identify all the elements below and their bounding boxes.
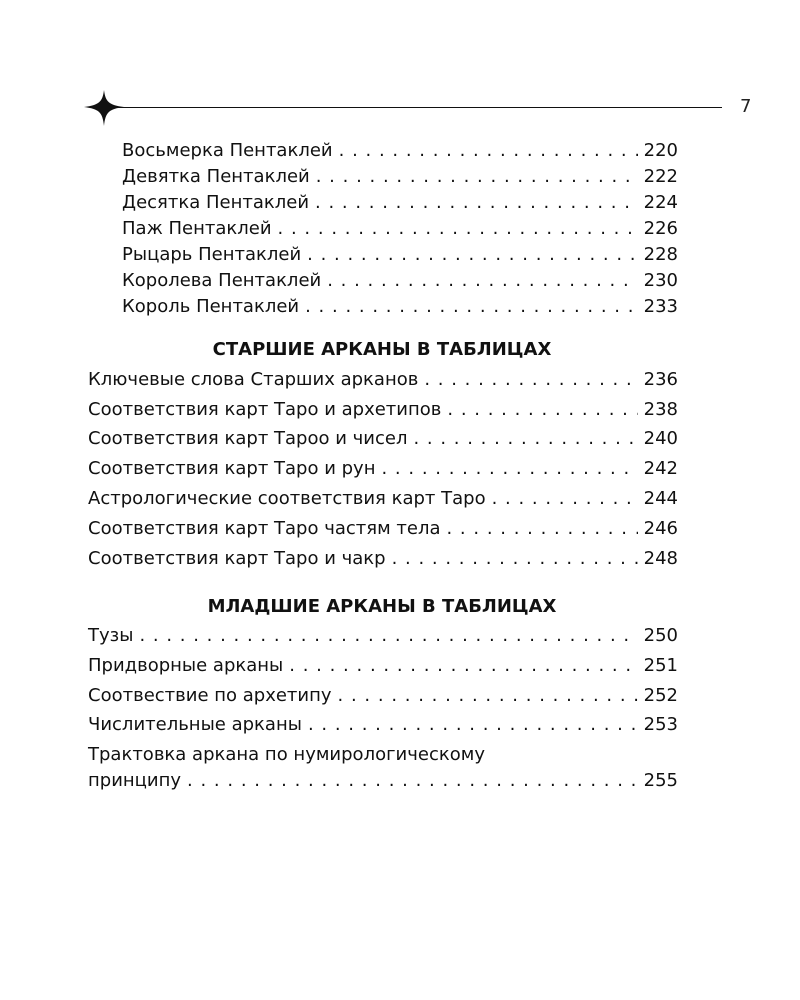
toc-entry[interactable] [88,399,678,420]
dot-leader [424,369,637,390]
toc-entry[interactable] [122,244,678,265]
toc-entry[interactable] [88,714,678,735]
entry-title-line1[interactable]: Трактовка аркана по нумирологическому [88,744,485,765]
dot-leader [413,428,637,449]
entry-page: 248 [643,548,678,569]
dot-leader [307,244,637,265]
entry-page: 252 [643,685,678,706]
entry-page: 236 [643,369,678,390]
entry-title: Девятка Пентаклей [122,166,310,187]
toc-entry[interactable] [88,625,678,646]
entry-title: Астрологические соответствия карт Таро [88,488,486,509]
entry-page: 244 [643,488,678,509]
entry-page: 224 [643,192,678,213]
dot-leader [289,655,637,676]
toc-entry[interactable] [88,685,678,706]
entry-page: 240 [643,428,678,449]
entry-page: 220 [643,140,678,161]
entry-title: Соответствия карт Таро и рун [88,458,376,479]
dot-leader [338,685,638,706]
entry-title: Ключевые слова Старших арканов [88,369,419,390]
entry-page: 242 [643,458,678,479]
entry-page: 228 [643,244,678,265]
dot-leader [446,518,637,539]
dot-leader [278,218,638,239]
dot-leader [139,625,637,646]
dot-leader [381,458,637,479]
page-header [82,88,752,128]
entry-title: Соответствия карт Тароо и чисел [88,428,408,449]
dot-leader [305,296,638,317]
page-number: 7 [740,96,752,117]
dot-leader [315,192,638,213]
toc-entry[interactable] [122,218,678,239]
toc-entry[interactable] [88,770,678,791]
toc-entry[interactable] [88,369,678,390]
dot-leader [327,270,637,291]
entry-page: 253 [643,714,678,735]
four-point-star-icon [82,88,126,128]
entry-title: Соответствия карт Таро частям тела [88,518,441,539]
section-heading: СТАРШИЕ АРКАНЫ В ТАБЛИЦАХ [212,339,552,360]
toc-entry[interactable] [122,140,678,161]
dot-leader [187,770,638,791]
toc-entry[interactable] [122,270,678,291]
toc-entry[interactable] [122,166,678,187]
entry-page: 246 [643,518,678,539]
section-heading: МЛАДШИЕ АРКАНЫ В ТАБЛИЦАХ [207,596,557,617]
entry-page: 250 [643,625,678,646]
dot-leader [447,399,637,420]
entry-title: Тузы [88,625,134,646]
entry-title: Соответствия карт Таро и чакр [88,548,386,569]
entry-title: Числительные арканы [88,714,302,735]
toc-entry[interactable] [88,428,678,449]
dot-leader [492,488,638,509]
dot-leader [316,166,638,187]
toc-entry[interactable] [88,458,678,479]
entry-page: 226 [643,218,678,239]
entry-page: 233 [643,296,678,317]
toc-entry[interactable] [88,518,678,539]
entry-title: Десятка Пентаклей [122,192,310,213]
entry-title: Восьмерка Пентаклей [122,140,333,161]
entry-title: Королева Пентаклей [122,270,322,291]
toc-entry[interactable] [88,548,678,569]
entry-page: 251 [643,655,678,676]
dot-leader [339,140,638,161]
entry-page: 255 [643,770,678,791]
toc-entry[interactable] [88,488,678,509]
dot-leader [308,714,638,735]
toc-entry[interactable] [88,655,678,676]
entry-title: Рыцарь Пентаклей [122,244,302,265]
entry-page: 222 [643,166,678,187]
entry-title: Соотвествие по архетипу [88,685,332,706]
toc-entry[interactable] [122,296,678,317]
entry-title: Соответствия карт Таро и архетипов [88,399,442,420]
dot-leader [392,548,638,569]
entry-title-line2: принципу [88,770,182,791]
entry-page: 238 [643,399,678,420]
entry-title: Паж Пентаклей [122,218,272,239]
entry-title: Придворные арканы [88,655,284,676]
entry-title: Король Пентаклей [122,296,300,317]
header-rule [118,107,722,108]
toc-entry[interactable] [122,192,678,213]
entry-page: 230 [643,270,678,291]
